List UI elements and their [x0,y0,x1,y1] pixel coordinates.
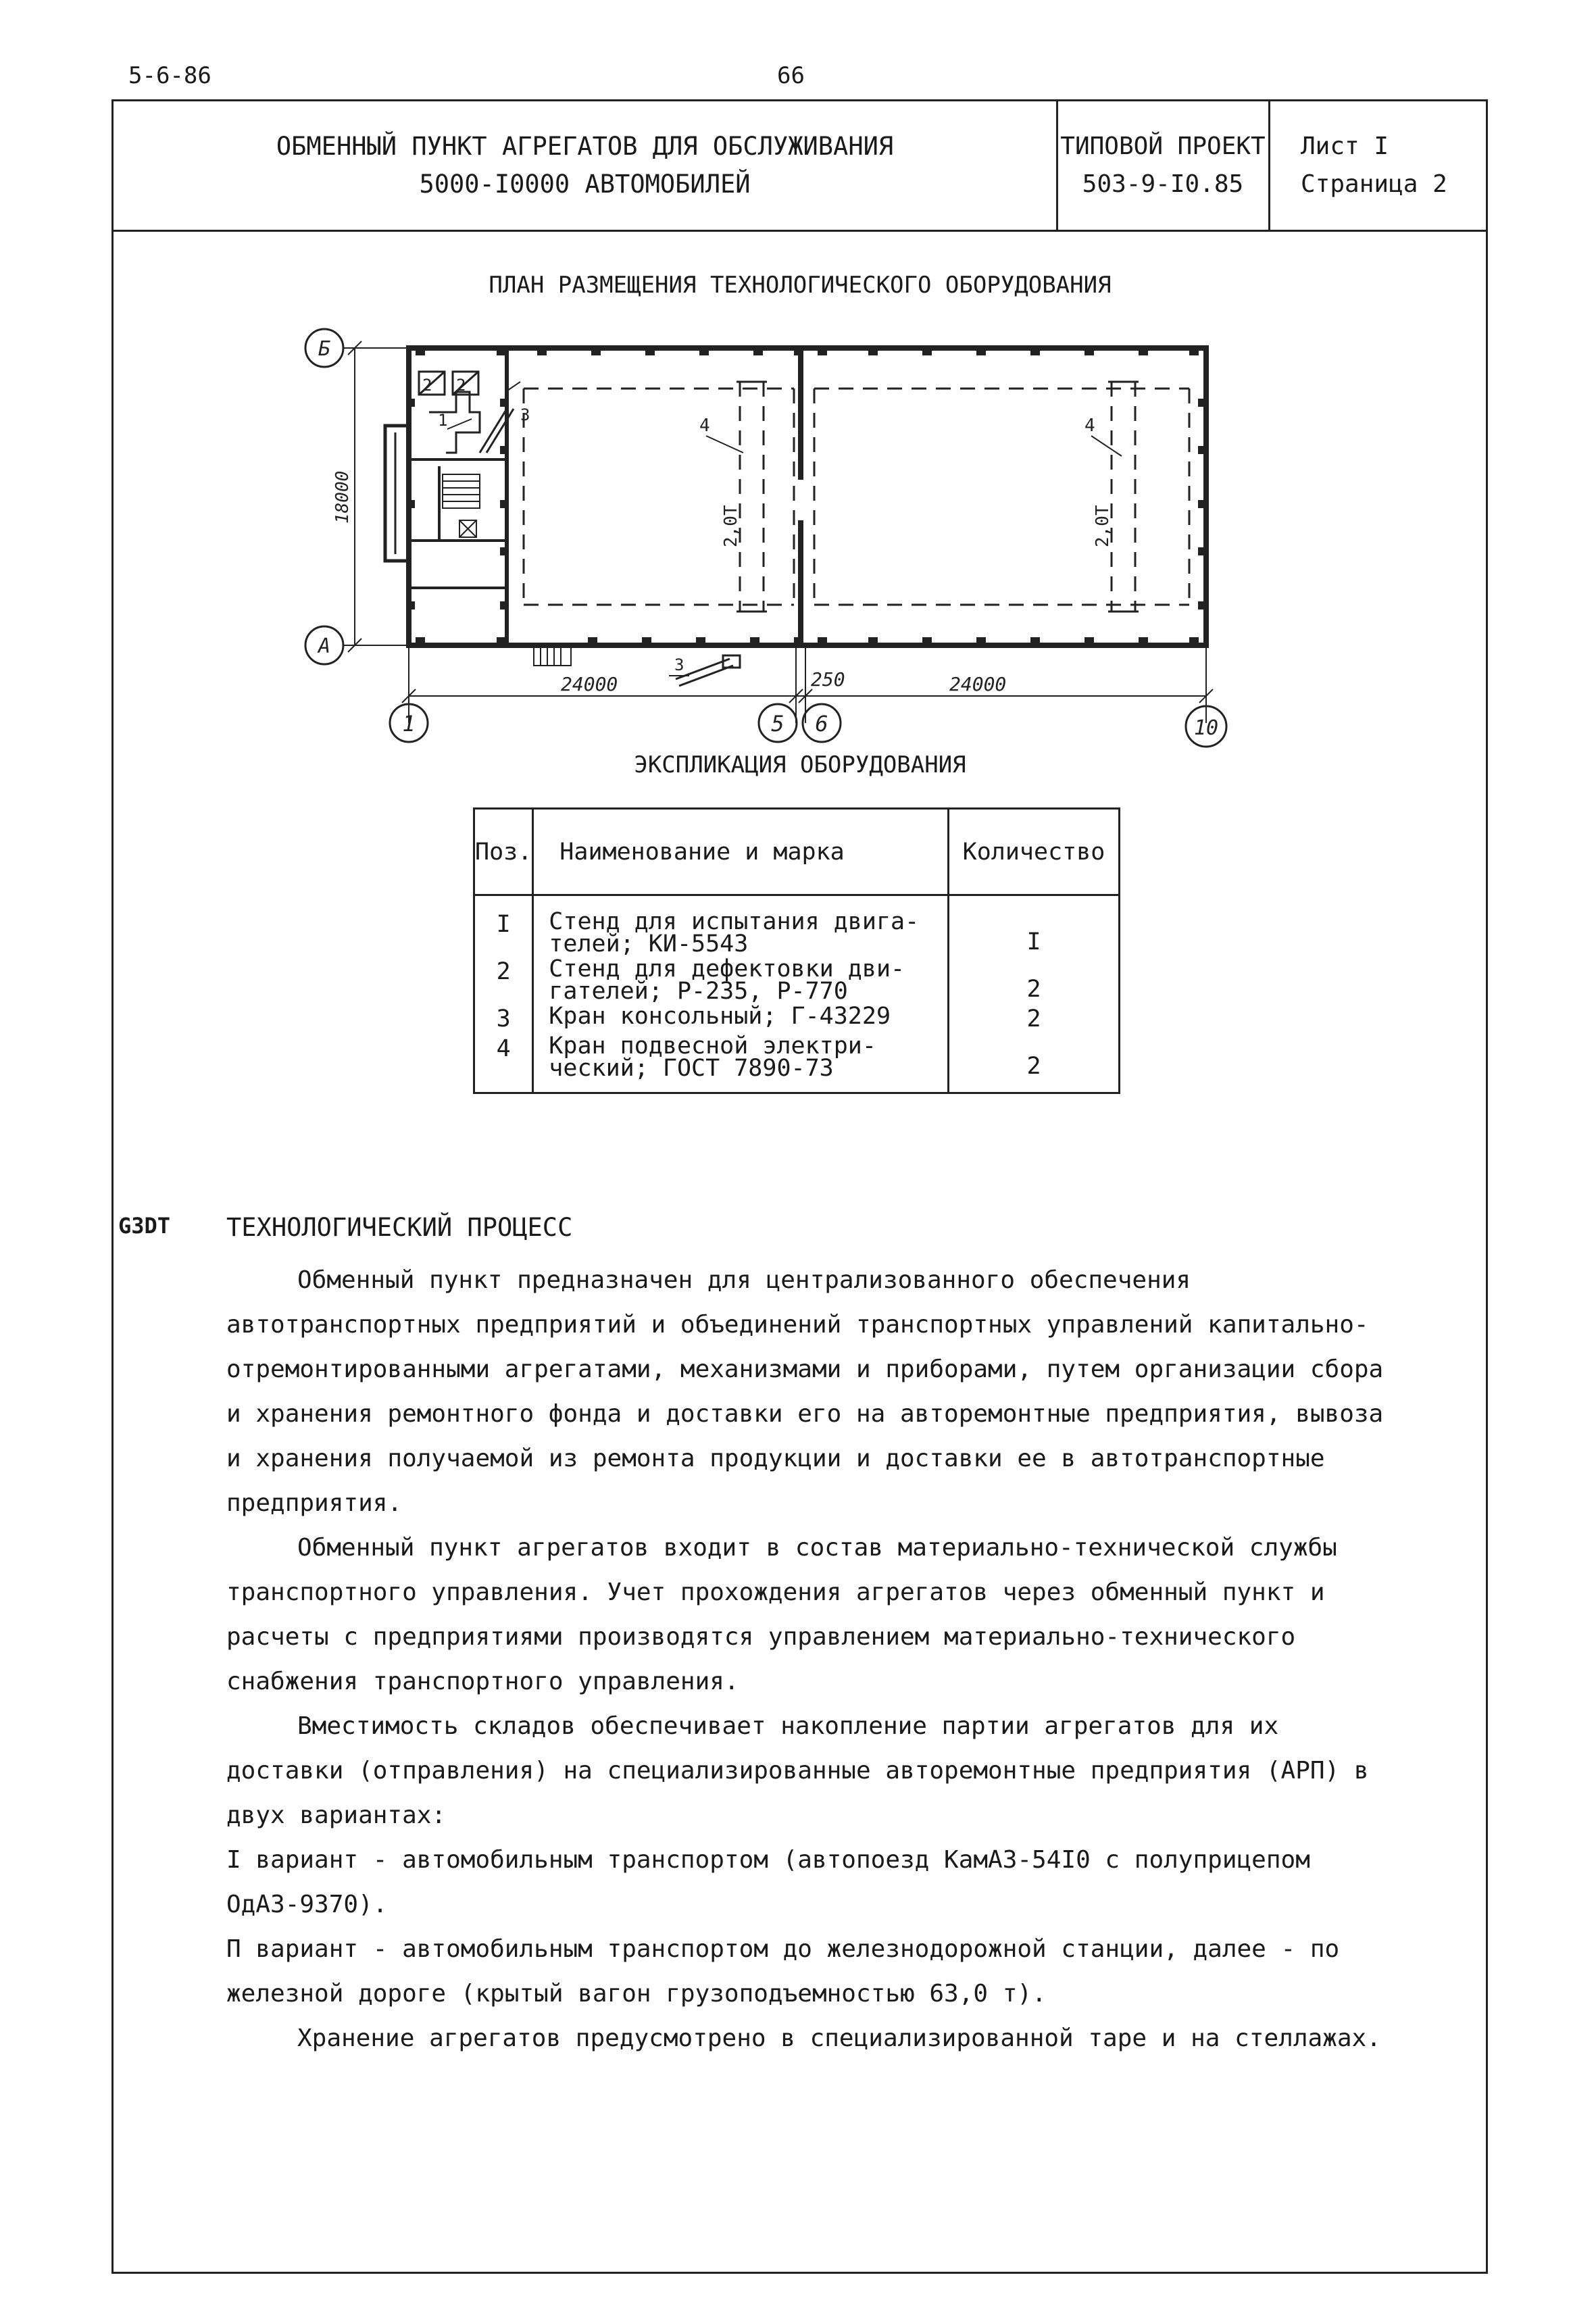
paragraph: П вариант - автомобильным транспортом до железнодорожной станции, далее - по железной дороге (крытый вагон грузоподъемностью 63,0 т). [226,1935,1340,2008]
row-name-line: Стенд для дефектовки дви- [549,955,905,982]
title-line-2: 5000-I0000 АВТОМОБИЛЕЙ [419,170,751,199]
jib-crane-3b [676,655,740,686]
header-name: Наименование и марка [533,809,949,895]
header-qty: Количество [949,809,1120,895]
row-name-line: ческий; ГОСТ 7890-73 [549,1055,834,1082]
overhead-cranes [737,382,1139,612]
table-header-row [474,809,1120,895]
section-title: ТЕХНОЛОГИЧЕСКИЙ ПРОЦЕСС [226,1213,573,1242]
page-number: 66 [777,62,805,89]
entrance-vestibule [385,426,409,561]
floor-plan [291,318,1237,750]
header-pos: Поз. [474,809,533,895]
title-line-1: ОБМЕННЫЙ ПУНКТ АГРЕГАТОВ ДЛЯ ОБСЛУЖИВАНИЯ [276,132,894,161]
document-code: 5-6-86 [128,62,211,89]
crane-capacity-right: 2,0Т [1093,505,1113,547]
table-row [474,955,1120,1003]
axis-a-label: А [318,634,331,658]
row-qty: 2 [949,1003,1120,1032]
columns [407,346,1206,647]
row-qty: 2 [949,1032,1120,1093]
row-name-line: телей; КИ-5543 [549,930,749,957]
row-name [533,1032,949,1093]
axis-6-label: 6 [815,711,828,737]
row-qty: I [949,895,1120,956]
dimension-gap: 250 [811,668,845,691]
sheet-label: Лист I [1301,132,1389,160]
row-name [533,1003,949,1032]
engine-test-stand-1 [429,392,480,453]
title-block-title [114,101,1056,230]
axis-1-label: 1 [402,711,416,737]
callout-leaders [447,382,1122,676]
row-pos: 4 [474,1032,533,1093]
table-row [474,1032,1120,1093]
equipment-table [473,807,1120,1094]
row-name-line: Стенд для испытания двига- [549,908,920,935]
section-body [226,1258,1389,2061]
callout-1: 1 [438,411,448,430]
callout-3b: 3 [674,655,684,674]
callout-4a: 4 [699,416,710,436]
paragraph: Обменный пункт предназначен для централизованного обеспечения автотранспортных предприятий и объединений транспортных управлений капитально-отремонтированными агрегатами, механизмами и приборами, путем организации сбора и хранения ремонтного фонда и доставки его на авторемонтные предприятия, вывоза и хранения получаемой из ремонта продукции и доставки ее в автотранспортные предприятия. [226,1266,1384,1517]
row-qty: 2 [949,955,1120,1003]
row-name [533,955,949,1003]
row-name-line: гателей; Р-235, Р-770 [549,978,848,1005]
paragraph: I вариант - автомобильным транспортом (автопоезд КамАЗ-54I0 с полуприцепом ОдАЗ-9370). [226,1846,1310,1918]
section-code: G3DT [118,1213,171,1239]
callout-2a: 2 [422,376,432,395]
paragraph: Обменный пункт агрегатов входит в состав материально-технической службы транспортного управления. Учет прохождения агрегатов через обменный пункт и расчеты с предприятиями производятся управлением материально-технического снабжения транспортного управления. [226,1534,1337,1695]
callout-2b: 2 [456,376,466,395]
height-dimension [345,341,409,652]
row-pos: 3 [474,1003,533,1032]
dimension-right: 24000 [949,673,1007,695]
title-block-project [1058,101,1268,230]
callout-4b: 4 [1084,416,1095,436]
page-label: Страница 2 [1301,170,1447,198]
title-block-bottom-rule [114,230,1487,232]
crane-capacity-left: 2,0Т [721,505,741,547]
axis-b-label: Б [318,337,331,361]
lift-shaft [459,520,476,537]
project-number: 503-9-I0.85 [1082,170,1244,198]
loading-ramp [534,645,571,666]
row-name [533,895,949,956]
row-name-line: Кран консольный; Г-43229 [549,1003,891,1030]
staircase [443,474,480,508]
row-pos: 2 [474,955,533,1003]
paragraph: Вместимость складов обеспечивает накопление партии агрегатов для их доставки (отправления) на специализированные авторемонтные предприятия (АРП) в двух вариантах: [226,1712,1369,1829]
table-row [474,895,1120,956]
building-outline [409,348,1206,645]
explication-title: ЭКСПЛИКАЦИЯ ОБОРУДОВАНИЯ [634,751,966,778]
axis-10-label: 10 [1193,716,1219,740]
row-name-line: Кран подвесной электри- [549,1032,876,1060]
axis-5-label: 5 [771,711,784,737]
row-pos: I [474,895,533,956]
paragraph: Хранение агрегатов предусмотрено в специализированной таре и на стеллажах. [297,2024,1381,2052]
callout-3a: 3 [520,405,530,424]
dimension-left: 24000 [561,673,618,695]
project-label: ТИПОВОЙ ПРОЕКТ [1060,132,1266,160]
plan-title: ПЛАН РАЗМЕЩЕНИЯ ТЕХНОЛОГИЧЕСКОГО ОБОРУДОВАНИЯ [489,272,1112,299]
dimension-height: 18000 [332,470,353,524]
title-block-sheet [1270,101,1487,230]
table-row [474,1003,1120,1032]
